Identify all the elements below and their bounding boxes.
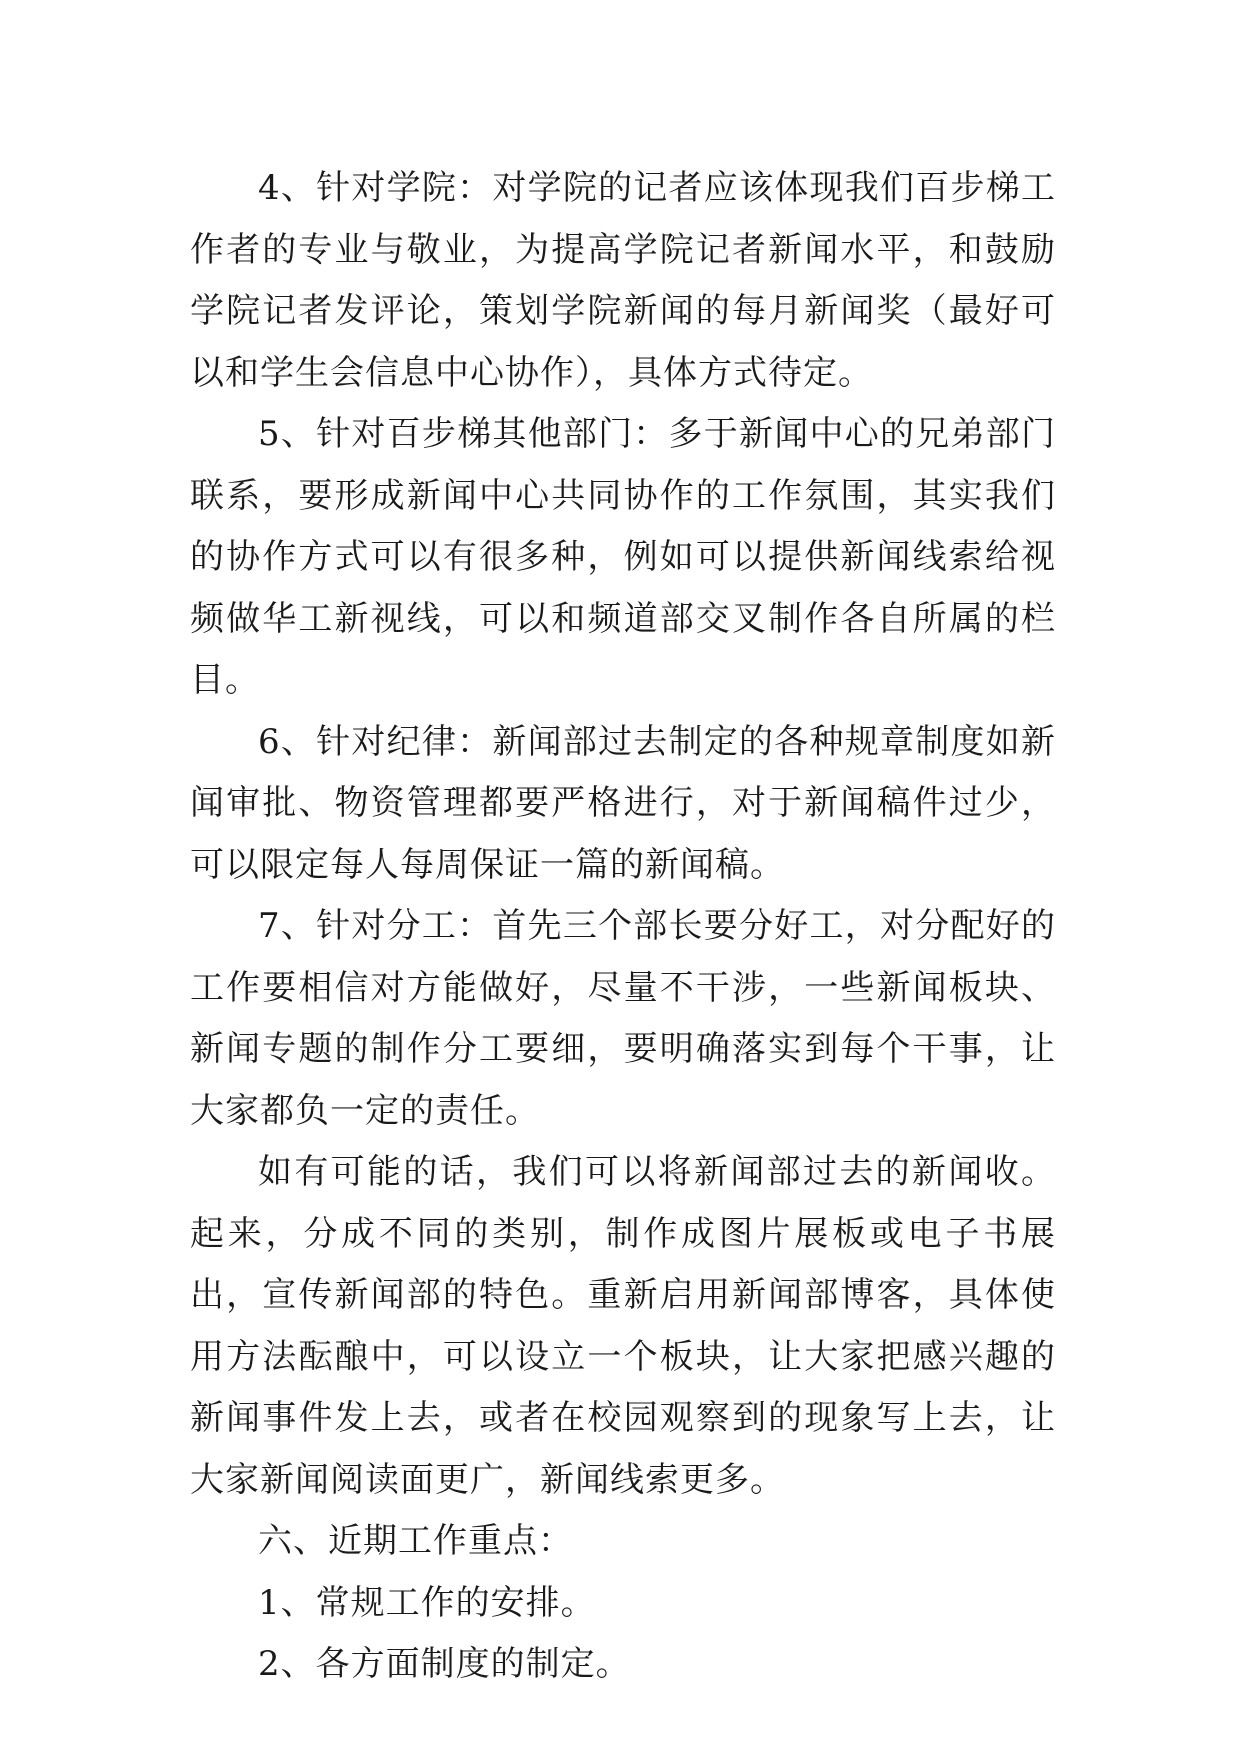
document-body xyxy=(190,158,1056,1696)
paragraph-discipline: 6、针对纪律：新闻部过去制定的各种规章制度如新闻审批、物资管理都要严格进行，对于新闻稿件过少，可以限定每人每周保证一篇的新闻稿。 xyxy=(190,721,1056,885)
paragraph-college: 4、针对学院：对学院的记者应该体现我们百步梯工作者的专业与敬业，为提高学院记者新闻水平，和鼓励学院记者发评论，策划学院新闻的每月新闻奖（最好可以和学生会信息中心协作），具体方式待定。 xyxy=(190,168,1056,393)
section-heading: 六、近期工作重点： xyxy=(258,1521,573,1561)
paragraph-other-departments: 5、针对百步梯其他部门：多于新闻中心的兄弟部门联系，要形成新闻中心共同协作的工作氛围，其实我们的协作方式可以有很多种，例如可以提供新闻线索给视频做华工新视线，可以和频道部交叉制作各自所属的栏目。 xyxy=(190,414,1056,700)
paragraph-division-of-labor: 7、针对分工：首先三个部长要分好工，对分配好的工作要相信对方能做好，尽量不干涉，一些新闻板块、新闻专题的制作分工要细，要明确落实到每个干事，让大家都负一定的责任。 xyxy=(190,906,1056,1131)
list-item: 1、常规工作的安排。 xyxy=(258,1582,596,1623)
paragraph-archive-and-blog: 如有可能的话，我们可以将新闻部过去的新闻收。起来，分成不同的类别，制作成图片展板或电子书展出，宣传新闻部的特色。重新启用新闻部博客，具体使用方法酝酿中，可以设立一个板块，让大家把感兴趣的新闻事件发上去，或者在校园观察到的现象写上去，让大家新闻阅读面更广，新闻线索更多。 xyxy=(190,1152,1056,1500)
list-item: 2、各方面制度的制定。 xyxy=(258,1644,631,1684)
